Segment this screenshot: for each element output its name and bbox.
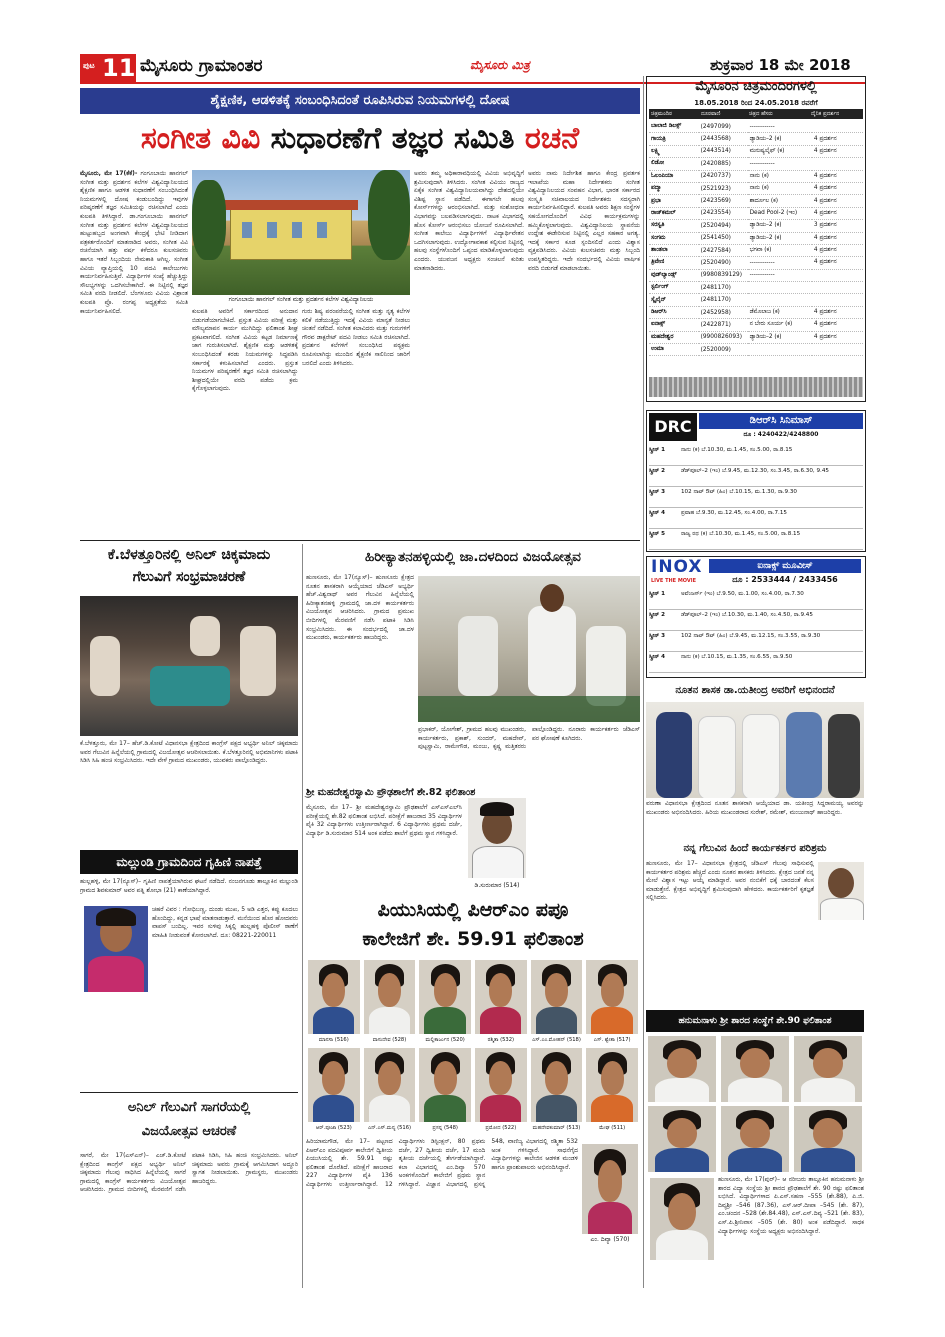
screen-label: ಸ್ಕ್ರೀನ್ 5 (649, 531, 666, 537)
cinema-cell: ಓಲಂಪಿಯಾ (649, 170, 699, 182)
headline-part: ಸಮಿತಿ (453, 121, 515, 156)
hiri-text-2: ಪ್ರಭಾಕರ್, ಯೋಗೇಶ್, ಗ್ರಾಮದ ಹಲವು ಮುಖಂಡರು, ಕಾರ್ಯಕರ್ತರು, ಪ್ರಕಾಶ್, ಸುಂದರ್, ಮಹದೇವ್, ಪುಟ್ಟಸ್ವಾಮಿ, ರಾಮೇಗೌಡ, ಮಂಜು, ಕೃಷ್ಣ ಮತ್ತಿತರರು ಪಾಲ್ಗೊಂಡಿದ್ದರು. ನೂರಾರು ಕಾರ್ಯಕರ್ತರು ಜೆಡಿಎಸ್ ಪರ ಘೋಷಣೆ ಕೂಗಿದರು. (418, 726, 640, 751)
cinema-cell: (2521923) (699, 182, 748, 194)
cinema-cell: ಡ್ಯಾಡಿಯ–2 (ಕ) (748, 331, 812, 343)
cinema-row (649, 182, 863, 194)
sharada-text: ಹುಣಸೂರು, ಮೇ 17(ಪುರ್)– ಆ ನರೀಜರು ತಾಲ್ಲೂಕಿನ ಹನುಮನಾಳು ಶ್ರೀ ಶಾರದ ವಿದ್ಯಾ ಸಂಸ್ಥೆಯ ಶ್ರೀ ಶಾರದ ಪ್ರೌಢಶಾಲೆಗೆ ಶೇ. 90 ರಷ್ಟು ಫಲಿತಾಂಶ ಲಭಿಸಿದೆ. ವಿದ್ಯಾರ್ಥಿಗಳಾದ ಪಿ.ಎಸ್.ಸಹನಾ –555 (ಶೇ.88), ಪಿ.ಜಿ. ದಿವ್ಯಶ್ರೀ –546 (87.36), ಎಸ್.ಆರ್.ದೀಪಾ –545 (ಶೇ. 87), ಎಂ.ಚಂದನ –528 (ಶೇ.84.48), ಎಸ್.ಎಸ್.ದಿವ್ಯ –521 (ಶೇ. 83), ಎಸ್.ಪಿ.ಶ್ರೀನಿವಾಸ –505 (ಶೇ. 80) ಅಂಕ ಪಡೆದಿದ್ದಾರೆ. ಸಾಧಕ ವಿದ್ಯಾರ್ಥಿಗಳನ್ನು ಸಂಸ್ಥೆಯ ಅಧ್ಯಕ್ಷರು ಅಭಿನಂದಿಸಿದ್ದಾರೆ. (718, 1176, 864, 1235)
cinema-cell: 4 ಪ್ರದರ್ಶನ (812, 145, 863, 157)
cinema-row (649, 282, 863, 294)
student-photo (648, 1106, 716, 1172)
mallundi-headline: ಮಲ್ಲುಂಡಿ ಗ್ರಾಮದಿಂದ ಗೃಹಿಣಿ ನಾಪತ್ತೆ (80, 850, 298, 874)
cinema-cell: 4 ಪ್ರದರ್ಶನ (812, 182, 863, 194)
cinema-title: ಮೈಸೂರಿನ ಚಿತ್ರಮಂದಿರಗಳಲ್ಲಿ (695, 79, 817, 94)
drc-phone: ದೂ : 4240422/4248800 (743, 431, 819, 438)
cinema-cell: ಡ್ಯಾಡಿಯ–2 (ಕ) (748, 133, 812, 145)
screen-row (649, 466, 863, 487)
missing-woman-photo (84, 906, 148, 992)
cinema-cell (812, 344, 863, 356)
cinema-cell: (2422871) (699, 319, 748, 331)
issue-date: ಶುಕ್ರವಾರ 18 ಮೇ 2018 (710, 56, 851, 74)
sharada-student-photo (650, 1178, 714, 1260)
sharada-photo-grid (646, 1034, 864, 1174)
drc-title: ಡಿಆರ್‌ಸಿ ಸಿನಿಮಾಸ್ (699, 413, 863, 429)
cinema-cell: ಭಗವಾ (ಕ) (748, 244, 812, 256)
student-caption: ಎನ್.ಎಸ್.ಮನ್ಯ (516) (367, 1125, 412, 1131)
cinema-cell: (2423569) (699, 195, 748, 207)
cinema-cell: ಗಾಯತ್ರಿ (649, 133, 699, 145)
cinema-cell: (2420737) (699, 170, 748, 182)
student-photo (721, 1036, 789, 1102)
cinema-cell: (2427584) (699, 244, 748, 256)
mallundi-text: ಹುಲ್ಲಹಳ್ಳಿ, ಮೇ 17(ನ್ಯೂಸ್)– ಗೃಹಿಣಿ ನಾಪತ್ತೆಯಾಗಿರುವ ಘಟನೆ ನಡೆದಿದೆ. ನಂಜನಗೂಡು ತಾಲ್ಲೂಕಿನ ಮಲ್ಲುಂಡಿ ಗ್ರಾಮದ ಶಿವಕುಮಾರ್ ಅವರ ಪತ್ನಿ ಶೋಭಾ (21) ಕಾಣೆಯಾಗಿದ್ದಾರೆ. (80, 878, 298, 894)
surumara-caption: ಡಿ.ಸುರುಮಾರ (514) (474, 882, 520, 889)
puc-headline (306, 896, 640, 956)
screen-schedule: ನಾನು (ಕ) ಬೆ.10.15, ಮ.1.35, ಸಂ.6.55, ರಾ.9.50 (681, 654, 793, 660)
cinema-row (649, 344, 863, 356)
cinema-cell: ಲಕ್ಷ್ಮಿ (649, 145, 699, 157)
cinema-cell: 4 ಪ್ರದರ್ಶನ (812, 133, 863, 145)
anil-headline-line2: ಗೆಲುವಿಗೆ ಸಂಭ್ರಮಾಚರಣೆ (132, 569, 246, 585)
cinema-row (649, 306, 863, 318)
student-photo (531, 1048, 583, 1122)
cinema-dates: 18.05.2018 ರಿಂದ 24.05.2018 ರವರೆಗೆ (694, 99, 818, 107)
cinema-cell: ಪ್ರಭಾ (649, 195, 699, 207)
cinema-cell: Dead Pool-2 (ಇಂ) (748, 207, 812, 219)
screen-label: ಸ್ಕ್ರೀನ್ 3 (649, 489, 666, 495)
student-photo (586, 1048, 638, 1122)
lead-kicker: ಶೈಕ್ಷಣಿಕ, ಆಡಳಿತಕ್ಕೆ ಸಂಬಂಧಿಸಿದಂತೆ ರೂಪಿಸಿರುವ ನಿಯಮಗಳಲ್ಲಿ ದೋಷ (80, 88, 640, 114)
cinema-cell (812, 121, 863, 133)
inox-tag: LIVE THE MOVIE (651, 578, 697, 584)
cinema-row (649, 133, 863, 145)
cinema-footer-band (649, 377, 863, 397)
cinema-cell (812, 282, 863, 294)
university-photo-caption: ಗಂಗೂಬಾಯಿ ಹಾನಗಲ್ ಸಂಗೀತ ಮತ್ತು ಪ್ರದರ್ಶನ ಕಲೆಗಳ ವಿಶ್ವವಿದ್ಯಾನಿಲಯ (228, 296, 374, 303)
cinema-cell: 4 ಪ್ರದರ್ಶನ (812, 331, 863, 343)
student-caption: ಪ್ರಮೋದ (522) (485, 1125, 517, 1131)
cinema-cell: (2423554) (699, 207, 748, 219)
cinema-cell: ಸ್ಟರ್ಲಿಂಗ್ (649, 282, 699, 294)
cinema-cell (748, 344, 812, 356)
screen-label: ಸ್ಕ್ರೀನ್ 3 (649, 633, 666, 639)
cinema-cell: ------------ (748, 158, 812, 170)
cinema-cell: ಬಾಲಾಜಿ ಡಿಲಕ್ಸ್ (649, 121, 699, 133)
student-photo (308, 1048, 360, 1122)
cinema-cell (748, 282, 812, 294)
puc-photo-row-1 (306, 960, 640, 1046)
col-header: ದೂರವಾಣಿ (701, 111, 721, 117)
screen-row (649, 610, 863, 631)
screen-label: ಸ್ಕ್ರೀನ್ 1 (649, 591, 666, 597)
student-caption: ವಾಸುದೇವ (528) (372, 1037, 407, 1043)
cinema-cell: (2497099) (699, 121, 748, 133)
student-photo (475, 1048, 527, 1122)
puc-text: ಹಿರಿಯಾಮಗೌಡ, ಮೇ 17– ಪಟ್ಟಣದ ಪಿಆರ್‌ಎಂ ಪದವಿಪೂರ್ವ ಕಾಲೇಜಿಗೆ ದ್ವಿತೀಯ ಪಿಯುಸಿಯಲ್ಲಿ ಶೇ. 59.91 ರಷ್ಟು ಫಲಿತಾಂಶ ದೊರೆತಿದೆ. ಪರೀಕ್ಷೆಗೆ ಹಾಜರಾದ 227 ವಿದ್ಯಾರ್ಥಿಗಳ ಪೈಕಿ 136 ವಿದ್ಯಾರ್ಥಿಗಳು ಉತ್ತೀರ್ಣರಾಗಿದ್ದಾರೆ. 12 ವಿದ್ಯಾರ್ಥಿಗಳು ಡಿಸ್ಟಿಂಕ್ಷನ್, 80 ಪ್ರಥಮ ದರ್ಜೆ, 27 ದ್ವಿತೀಯ ದರ್ಜೆ, 17 ಮಂದಿ ತೃತೀಯ ದರ್ಜೆಯಲ್ಲಿ ತೇರ್ಗಡೆಯಾಗಿದ್ದಾರೆ. ಕಲಾ ವಿಭಾಗದಲ್ಲಿ ಎಂ.ದಿವ್ಯಾ 570 ಅಂಕಗಳೊಂದಿಗೆ ಕಾಲೇಜಿಗೆ ಪ್ರಥಮ ಸ್ಥಾನ ಗಳಿಸಿದ್ದಾರೆ. ವಿಜ್ಞಾನ ವಿಭಾಗದಲ್ಲಿ ಪ್ರಸನ್ನ 548, ವಾಣಿಜ್ಯ ವಿಭಾಗದಲ್ಲಿ ರಶ್ಮಿತಾ 532 ಅಂಕ ಗಳಿಸಿದ್ದಾರೆ. ಸಾಧನೆಗೈದ ವಿದ್ಯಾರ್ಥಿಗಳನ್ನು ಕಾಲೇಜಿನ ಆಡಳಿತ ಮಂಡಳಿ ಹಾಗೂ ಪ್ರಾಂಶುಪಾಲರು ಅಭಿನಂದಿಸಿದ್ದಾರೆ. (306, 1138, 578, 1188)
page-label: ಪುಟ (83, 61, 95, 70)
student-photo (648, 1036, 716, 1102)
lead-col-5: ಅವರು ನಾಮ ನಿರ್ದೇಶಿತ ಹಾಗೂ ಕೇಂದ್ರ ಪ್ರವರ್ತಕ ಇಲಾಖೆಯ ಮಹಾ ನಿರ್ದೇಶಕರು ಸಂಗೀತ ವಿಶ್ವವಿದ್ಯಾನಿಲಯದ ಸಂವಹನ ವಿಭಾಗ, ಭಾರತ ಸರ್ಕಾರದ ಸಂಸ್ಕೃತಿ ಸಚಿವಾಲಯದ ನಿರ್ದೇಶಕರು ಸದಸ್ಯರಾಗಿ ಕಾರ್ಯನಿರ್ವಹಿಸಲಿದ್ದಾರೆ. ಕುಲಪತಿ ಅವರು ಶಿಕ್ಷಣ ಸಂಸ್ಥೆಗಳ ಸಹಯೋಗದೊಂದಿಗೆ ವಿವಿಧ ಕಾರ್ಯಕ್ರಮಗಳನ್ನು ಹಮ್ಮಿಕೊಳ್ಳಲಾಗುವುದು. ವಿಶ್ವವಿದ್ಯಾನಿಲಯ ಸ್ಥಾಪನೆಯ ಉದ್ದೇಶ ಈಡೇರಿಸುವ ನಿಟ್ಟಿನಲ್ಲಿ ಎಲ್ಲರ ಸಹಕಾರ ಅಗತ್ಯ. ಇದಕ್ಕೆ ಸರ್ಕಾರ ಕೂಡ ಸ್ಪಂದಿಸಲಿದೆ ಎಂದು ವಿಶ್ವಾಸ ವ್ಯಕ್ತಪಡಿಸಿದರು. ವಿವಿಯ ಕುಲಸಚಿವರು ಮತ್ತು ಸಿಬ್ಬಂದಿ ಉಪಸ್ಥಿತರಿದ್ದರು. ಇದೇ ಸಂದರ್ಭದಲ್ಲಿ ವಿವಿಯ ವಾರ್ಷಿಕ ವರದಿ ಬಿಡುಗಡೆ ಮಾಡಲಾಯಿತು. (528, 170, 640, 272)
inox-phone: ದೂ : 2533444 / 2433456 (732, 575, 838, 584)
col-header: ದೈನಿಕ ಪ್ರದರ್ಶನ (811, 111, 840, 117)
screen-row (649, 445, 863, 466)
hiri-headline: ಹಿರೀಕ್ಯಾತನಹಳ್ಳಿಯಲ್ಲಿ ಜಾ.ದಳದಿಂದ ವಿಜಯೋತ್ಸವ (365, 549, 581, 565)
university-building-photo (192, 170, 410, 295)
inox-logo: INOX (651, 557, 703, 577)
cinema-cell: 4 ಪ್ರದರ್ಶನ (812, 207, 863, 219)
cinema-cell: ಸ್ಕೈಲೈನ್ (649, 294, 699, 306)
inox-title: ಐನಾಕ್ಸ್ ಮೂವೀಸ್ (709, 559, 861, 573)
cinema-cell: 4 ಪ್ರದರ್ಶನ (812, 170, 863, 182)
paper-logo: ಮೈಸೂರು ಮಿತ್ರ (470, 58, 530, 72)
cinema-cell: ಶಾಂತಲಾ (649, 244, 699, 256)
cinema-cell: ತ್ರಿವೇಣಿ (649, 257, 699, 269)
student-photo (364, 1048, 416, 1122)
mallundi-rule (80, 1092, 298, 1093)
cinema-cell (812, 294, 863, 306)
cinema-cell: 4 ಪ್ರದರ್ಶನ (812, 244, 863, 256)
shaale-headline: ಶ್ರೀ ಮಹದೇಶ್ವರಸ್ವಾಮಿ ಪ್ರೌಢಶಾಲೆಗೆ ಶೇ.82 ಫಲಿತಾಂಶ (306, 787, 476, 798)
student-caption: ರಶ್ಮಿತಾ (532) (487, 1037, 515, 1043)
student-photo (364, 960, 416, 1034)
screen-row (649, 589, 863, 610)
cinema-row (649, 269, 863, 281)
cinema-table (649, 121, 863, 356)
column-rule (643, 76, 644, 1288)
cinema-row (649, 232, 863, 244)
cinema-cell: ಸರಸ್ವತಿ (649, 220, 699, 232)
mla-felicitation-photo (646, 702, 864, 798)
drc-logo: DRC (649, 413, 697, 441)
cinema-cell: ಐನಾಕ್ಸ್ (649, 319, 699, 331)
cinema-cell: ಮಹದೇಶ್ವರ (649, 331, 699, 343)
cinema-cell: (2481170) (699, 282, 748, 294)
karyakarta-text: ಹುಣಸೂರು, ಮೇ 17– ವಿಧಾನಸಭಾ ಕ್ಷೇತ್ರದಲ್ಲಿ ಜೆಡಿಎಸ್ ಗೆಲುವು ಸಾಧಿಸುವಲ್ಲಿ ಕಾರ್ಯಕರ್ತರ ಪರಿಶ್ರಮ ಹೆಚ್ಚಿದೆ ಎಂದು ನೂತನ ಶಾಸಕರು ತಿಳಿಸಿದರು. ಕ್ಷೇತ್ರದ ಜನತೆ ನನ್ನ ಮೇಲೆ ವಿಶ್ವಾಸ ಇಟ್ಟು ಆಯ್ಕೆ ಮಾಡಿದ್ದಾರೆ. ಅವರ ನಂಬಿಕೆಗೆ ಧಕ್ಕೆ ಬಾರದಂತೆ ಕೆಲಸ ಮಾಡುತ್ತೇನೆ. ಕ್ಷೇತ್ರದ ಅಭಿವೃದ್ಧಿಗೆ ಶ್ರಮಿಸುವುದಾಗಿ ಹೇಳಿದರು. ಕಾರ್ಯಕರ್ತರಿಗೆ ಕೃತಜ್ಞತೆ ಸಲ್ಲಿಸಿದರು. (646, 860, 814, 902)
cinema-row (649, 220, 863, 232)
lead-col-2: ಕುಲಪತಿ ಅವರಿಗೆ ಸರ್ಕಾರದಿಂದ ಅನುದಾನ ಬಿಡುಗಡೆಯಾಗಬೇಕಿದೆ. ಪ್ರಸ್ತುತ ವಿವಿಯ ಪರೀಕ್ಷೆ ಮತ್ತು ಮೌಲ್ಯಮಾಪನ ಕಾರ್ಯ ಮುಗಿದಿದ್ದು ಫಲಿತಾಂಶ ಶೀಘ್ರ ಪ್ರಕಟವಾಗಲಿದೆ. ಸಂಗೀತ ವಿವಿಯ ಕಟ್ಟಡ ನಿರ್ಮಾಣಕ್ಕೆ ಜಾಗ ಗುರುತಿಸಲಾಗಿದೆ. ಶೈಕ್ಷಣಿಕ ಮತ್ತು ಆಡಳಿತಕ್ಕೆ ಸಂಬಂಧಿಸಿದಂತೆ ಕರಡು ನಿಯಮಗಳನ್ನು ಸಿದ್ಧಪಡಿಸಿ ಸರ್ಕಾರಕ್ಕೆ ಕಳುಹಿಸಲಾಗಿದೆ ಎಂದರು. ಪ್ರಸ್ತುತ ನಿಯಮಗಳ ಪರಿಷ್ಕರಣೆಗೆ ತಜ್ಞರ ಸಮಿತಿ ರಚಿಸಲಾಗಿದ್ದು ಶೀಘ್ರದಲ್ಲಿಯೇ ವರದಿ ಪಡೆದು ಕ್ರಮ ಕೈಗೊಳ್ಳಲಾಗುವುದು. (192, 308, 298, 393)
screen-row (649, 652, 863, 673)
cinema-cell: ಶಾರ್ದೂಲ (ಕ) (748, 195, 812, 207)
headline-part: ಸಂಗೀತ ವಿವಿ (140, 121, 261, 156)
cinema-cell: (2541450) (699, 232, 748, 244)
student-photo-surumara (468, 798, 526, 878)
anil-celebration-photo (80, 596, 298, 736)
cinema-cell: ಡಿಆರ್‌ಸಿ (649, 306, 699, 318)
student-photo (721, 1106, 789, 1172)
column-rule (302, 544, 303, 1288)
cinema-cell: ------------ (748, 257, 812, 269)
cinema-cell: (2520490) (699, 257, 748, 269)
sharada-headline: ಹನುಮನಾಳು ಶ್ರೀ ಶಾರದ ಸಂಸ್ಥೆಗೆ ಶೇ.90 ಫಲಿತಾಂಶ (646, 1010, 864, 1032)
screen-schedule: 102 ನಾಟ್ ಔಟ್ (ಹಿಂ) ಬೆ.10.15, ಮ.1.30, ರಾ.9.30 (681, 489, 797, 495)
mla-portrait-photo (818, 862, 864, 920)
screen-label: ಸ್ಕ್ರೀನ್ 1 (649, 447, 666, 453)
student-caption: ಮೇಘ (511) (599, 1125, 626, 1131)
cinema-cell: (2452958) (699, 306, 748, 318)
headline-part: ರಚನೆ (524, 121, 580, 156)
cinema-cell: ಸಂಗಮ (649, 232, 699, 244)
cinema-cell: ಉಮಾ (649, 344, 699, 356)
shaale-text: ಮೈಸೂರು, ಮೇ 17– ಶ್ರೀ ಮಹದೇಶ್ವರಸ್ವಾಮಿ ಪ್ರೌಢಶಾಲೆಗೆ ಎಸ್‌ಎಸ್‌ಎಲ್‌ಸಿ ಪರೀಕ್ಷೆಯಲ್ಲಿ ಶೇ.82 ಫಲಿತಾಂಶ ಲಭಿಸಿದೆ. ಪರೀಕ್ಷೆಗೆ ಹಾಜರಾದ 35 ವಿದ್ಯಾರ್ಥಿಗಳ ಪೈಕಿ 32 ವಿದ್ಯಾರ್ಥಿಗಳು ಉತ್ತೀರ್ಣರಾಗಿದ್ದಾರೆ. 6 ವಿದ್ಯಾರ್ಥಿಗಳು ಪ್ರಥಮ ದರ್ಜೆ, ವಿದ್ಯಾರ್ಥಿ ಡಿ.ಸುರುಮಾರ 514 ಅಂಕ ಪಡೆದು ಶಾಲೆಗೆ ಪ್ರಥಮ ಸ್ಥಾನ ಗಳಿಸಿದ್ದಾರೆ. (306, 804, 462, 837)
screen-label: ಸ್ಕ್ರೀನ್ 4 (649, 510, 666, 516)
cinema-cell: (2520009) (699, 344, 748, 356)
cinema-cell: ಪದ್ಮಾ (649, 182, 699, 194)
student-photo-divya (582, 1144, 638, 1234)
screen-label: ಸ್ಕ್ರೀನ್ 2 (649, 612, 666, 618)
cinema-cell: 4 ಪ್ರದರ್ಶನ (812, 306, 863, 318)
screen-schedule: ಅವೆಂಜರ್ಸ್ (ಇಂ) ಬೆ.9.50, ಮ.1.00, ಸಂ.4.00, ರಾ.7.30 (681, 591, 804, 597)
screen-row (649, 529, 863, 550)
student-photo (308, 960, 360, 1034)
student-photo (794, 1106, 862, 1172)
cinema-row (649, 145, 863, 157)
anil-text: ಕೆ.ಬೆಳತ್ತೂರು, ಮೇ 17– ಹೆಚ್.ಡಿ.ಕೋಟೆ ವಿಧಾನಸಭಾ ಕ್ಷೇತ್ರದಿಂದ ಕಾಂಗ್ರೆಸ್ ಪಕ್ಷದ ಅಭ್ಯರ್ಥಿ ಅನಿಲ್ ಚಿಕ್ಕಮಾದು ಅವರ ಗೆಲುವಿನ ಹಿನ್ನೆಲೆಯಲ್ಲಿ ಗ್ರಾಮದಲ್ಲಿ ವಿಜಯೋತ್ಸವ ಆಚರಿಸಲಾಯಿತು. ಕೆ.ಬೆಳತ್ತೂರಿನಲ್ಲಿ ಅಭಿಮಾನಿಗಳು ಪಟಾಕಿ ಸಿಡಿಸಿ ಸಿಹಿ ಹಂಚಿ ಸಂಭ್ರಮಿಸಿದರು. ಇದೇ ವೇಳೆ ಗ್ರಾಮದ ಮುಖಂಡರು, ಯುವಕರು ಪಾಲ್ಗೊಂಡಿದ್ದರು. (80, 740, 298, 765)
page-number: 11 (102, 54, 136, 82)
cinema-cell: ಡ್ಯಾಡಿಯ–2 (ಕ) (748, 220, 812, 232)
cinema-row (649, 195, 863, 207)
screen-row (649, 508, 863, 529)
screen-row (649, 631, 863, 652)
student-caption: ಮಹದೇವಕುಮಾರ್ (513) (532, 1125, 581, 1131)
student-caption: ಎಸ್.ಎಂ.ಮೋಹನ್ (518) (532, 1037, 581, 1043)
student-caption: ಮಲ್ಲಿಕಾರ್ಜುನ (520) (425, 1037, 465, 1043)
cinema-cell: (2520494) (699, 220, 748, 232)
sagare-headline (80, 1096, 298, 1148)
page-number-box (80, 54, 136, 82)
student-photo (586, 960, 638, 1034)
lead-col-1 (80, 170, 188, 540)
screen-schedule: ನಾನು (ಕ) ಬೆ.10.30, ಮ.1.45, ಸಂ.5.00, ರಾ.8.15 (681, 447, 793, 453)
student-photo (794, 1036, 862, 1102)
section-title: ಮೈಸೂರು ಗ್ರಾಮಾಂತರ (140, 56, 263, 76)
cinema-cell: ವುಡ್‌ಲ್ಯಾಂಡ್ಸ್ (649, 269, 699, 281)
puc-headline-line1: ಪಿಯುಸಿಯಲ್ಲಿ ಪಿಆರ್‌ಎಂ ಪಪೂ (377, 899, 569, 921)
cinema-cell: (2443568) (699, 133, 748, 145)
col-header: ಚಿತ್ರಮಂದಿರ (651, 111, 672, 117)
lead-text-1: ಗಂಗೂಬಾಯಿ ಹಾನಗಲ್ ಸಂಗೀತ ಮತ್ತು ಪ್ರದರ್ಶನ ಕಲೆಗಳ ವಿಶ್ವವಿದ್ಯಾನಿಲಯದ ಶೈಕ್ಷಣಿಕ ಹಾಗೂ ಆಡಳಿತ ಸುಧಾರಣೆಗೆ ಸಂಬಂಧಿಸಿದಂತೆ ನಿಯಮಗಳಲ್ಲಿ ದೋಷ ಕಂಡುಬಂದಿದ್ದು ಇವುಗಳ ಪರಿಷ್ಕರಣೆಗೆ ತಜ್ಞರ ಸಮಿತಿಯನ್ನು ರಚಿಸಲಾಗಿದೆ ಎಂದು ಕುಲಪತಿ ತಿಳಿಸಿದ್ದಾರೆ. ಡಾ.ಗಂಗೂಬಾಯಿ ಹಾನಗಲ್ ಸಂಗೀತ ಮತ್ತು ಪ್ರದರ್ಶನ ಕಲೆಗಳ ವಿಶ್ವವಿದ್ಯಾನಿಲಯದ ಹುಟ್ಟುಹಬ್ಬದ ಅಂಗವಾಗಿ ಕೇಂದ್ರಕ್ಕೆ ಭೇಟಿ ನೀಡಿದಾಗ ಪತ್ರಕರ್ತರೊಂದಿಗೆ ಮಾತನಾಡಿದ ಅವರು, ಸಂಗೀತ ವಿವಿ ರಚನೆಯಾಗಿ ಹತ್ತು ವರ್ಷ ಕಳೆದರೂ ಕುಲಸಚಿವರು ಹಾಗೂ ಇತರೆ ಸಿಬ್ಬಂದಿಯ ನೇಮಕಾತಿ ಆಗಿಲ್ಲ. ಸಂಗೀತ ವಿವಿಯ ವ್ಯಾಪ್ತಿಯಲ್ಲಿ 10 ಪದವಿ ಕಾಲೇಜುಗಳು ಕಾರ್ಯನಿರ್ವಹಿಸುತ್ತಿವೆ. ವಿದ್ಯಾರ್ಥಿಗಳ ಸಂಖ್ಯೆ ಹೆಚ್ಚುತ್ತಿದ್ದು ಸೌಲಭ್ಯಗಳನ್ನು ಒದಗಿಸಬೇಕಾಗಿದೆ. ಈ ನಿಟ್ಟಿನಲ್ಲಿ ತಜ್ಞರ ಸಮಿತಿ ವರದಿ ನೀಡಲಿದೆ. ಬೆಂಗಳೂರು ವಿವಿಯ ವಿಶ್ರಾಂತ ಕುಲಪತಿ ಪ್ರೊ. ರಂಗಪ್ಪ ಅಧ್ಯಕ್ಷತೆಯ ಸಮಿತಿ ಕಾರ್ಯನಿರ್ವಹಿಸಲಿದೆ. (80, 170, 188, 315)
sagare-text: ಸಾಗರೆ, ಮೇ 17(ಎಸ್‌ಎನ್)– ಎಚ್.ಡಿ.ಕೋಟೆ ಕ್ಷೇತ್ರದಿಂದ ಕಾಂಗ್ರೆಸ್ ಪಕ್ಷದ ಅಭ್ಯರ್ಥಿ ಅನಿಲ್ ಚಿಕ್ಕಮಾದು ಗೆಲುವು ಸಾಧಿಸಿದ ಹಿನ್ನೆಲೆಯಲ್ಲಿ ಸಾಗರೆ ಗ್ರಾಮದಲ್ಲಿ ಕಾಂಗ್ರೆಸ್ ಕಾರ್ಯಕರ್ತರು ವಿಜಯೋತ್ಸವ ಆಚರಿಸಿದರು. ಗ್ರಾಮದ ಬೀದಿಗಳಲ್ಲಿ ಮೆರವಣಿಗೆ ನಡೆಸಿ ಪಟಾಕಿ ಸಿಡಿಸಿ, ಸಿಹಿ ಹಂಚಿ ಸಂಭ್ರಮಿಸಿದರು. ಅನಿಲ್ ಚಿಕ್ಕಮಾದು ಅವರು ಗ್ರಾಮಕ್ಕೆ ಆಗಮಿಸಿದಾಗ ಅದ್ಧೂರಿ ಸ್ವಾಗತ ನೀಡಲಾಯಿತು. ಗ್ರಾಮಸ್ಥರು, ಮುಖಂಡರು ಹಾಜರಿದ್ದರು. (80, 1152, 298, 1194)
cinema-cell: 3 ಪ್ರದರ್ಶನ (812, 220, 863, 232)
inox-box (646, 556, 866, 678)
cinema-row (649, 244, 863, 256)
screen-row (649, 487, 863, 508)
screen-schedule: 102 ನಾಟ್ ಔಟ್ (ಹಿಂ) ಬೆ.9.45, ಮ.12.15, ಸಂ.3.55, ರಾ.9.30 (681, 633, 821, 639)
cinema-cell: 4 ಪ್ರದರ್ಶನ (812, 232, 863, 244)
cinema-cell (812, 158, 863, 170)
cinema-cell: (2443514) (699, 145, 748, 157)
cinema-cell: ಮನುಷ್ಯಲೈಫ್ (ಕ) (748, 145, 812, 157)
cinema-cell (748, 294, 812, 306)
cinema-row (649, 331, 863, 343)
cinema-cell: ------------ (748, 121, 812, 133)
student-caption: ಆರ್.ಪೂಜಾ (523) (315, 1125, 352, 1131)
cinema-cell: ನಾನು (ಕ) (748, 182, 812, 194)
cinema-row (649, 158, 863, 170)
screen-schedule: ಪ್ರವಾಹ ಬೆ.9.30, ಮ.12.45, ಸಂ.4.00, ರಾ.7.15 (681, 510, 787, 516)
student-photo (531, 960, 583, 1034)
cinema-cell: ಲಿಡೋ (649, 158, 699, 170)
lead-col-3: ಗುರು ಶಿಷ್ಯ ಪರಂಪರೆಯಲ್ಲಿ ಸಂಗೀತ ಮತ್ತು ನೃತ್ಯ ಕಲೆಗಳ ಕಲಿಕೆ ನಡೆಯುತ್ತಿದ್ದು ಇದಕ್ಕೆ ವಿವಿಯ ಮಾನ್ಯತೆ ನೀಡಲು ಚಿಂತನೆ ನಡೆದಿದೆ. ಸಂಗೀತ ಕಲಾವಿದರು ಮತ್ತು ಗುರುಗಳಿಗೆ ಗೌರವ ಡಾಕ್ಟರೇಟ್ ಪದವಿ ನೀಡಲು ಸಮಿತಿ ರಚಿಸಲಾಗಿದೆ. ಪ್ರದರ್ಶನ ಕಲೆಗಳಿಗೆ ಸಂಬಂಧಿಸಿದ ಪಠ್ಯಕ್ರಮ ರೂಪಿಸಲಾಗಿದ್ದು ಮುಂದಿನ ಶೈಕ್ಷಣಿಕ ಸಾಲಿನಿಂದ ಜಾರಿಗೆ ಬರಲಿದೆ ಎಂದು ತಿಳಿಸಿದರು. (302, 308, 410, 367)
cinema-row (649, 319, 863, 331)
divya-caption: ಎಂ. ದಿವ್ಯಾ (570) (590, 1236, 630, 1243)
cinema-cell: ಡ್ಯಾಡಿಯ–2 (ಕ) (748, 232, 812, 244)
cinema-cell: (2481170) (699, 294, 748, 306)
student-caption: ಮಾನಸಾ (516) (318, 1037, 349, 1043)
headline-part: ತಜ್ಞರ (391, 121, 444, 156)
lead-dateline: ಮೈಸೂರು, ಮೇ 17(ಕೆಕೆ)- (80, 170, 138, 177)
screen-schedule: ರಾಜ್ಯ ರಥ (ಕ) ಬೆ.10.30, ಮ.1.45, ಸಂ.5.00, ರಾ.8.15 (681, 531, 801, 537)
cinema-cell: 4 ಪ್ರದರ್ಶನ (812, 257, 863, 269)
abhinandane-headline: ನೂತನ ಶಾಸಕ ಡಾ.ಯತೀಂದ್ರ ಅವರಿಗೆ ಅಭಿನಂದನೆ (675, 685, 835, 696)
cinema-cell: ------------ (748, 269, 812, 281)
screen-label: ಸ್ಕ್ರೀನ್ 4 (649, 654, 666, 660)
screen-schedule: ಡೆಡ್‌ಪೂಲ್–2 (ಇಂ) ಬೆ.10.30, ಮ.1.40, ಸಂ.4.50, ರಾ.9.45 (681, 612, 813, 618)
student-caption: ಪ್ರಸನ್ನ (548) (432, 1125, 458, 1131)
cinema-cell: (9980839129) (699, 269, 748, 281)
cinema-cell: 4 ಪ್ರದರ್ಶನ (812, 319, 863, 331)
hiri-text: ಹುಣಸೂರು, ಮೇ 17(ನ್ಯೂಸ್)– ಹುಣಸೂರು ಕ್ಷೇತ್ರದ ನೂತನ ಶಾಸಕರಾಗಿ ಆಯ್ಕೆಯಾದ ಜೆಡಿಎಸ್ ಅಭ್ಯರ್ಥಿ ಹೆಚ್.ವಿಶ್ವನಾಥ್ ಅವರ ಗೆಲುವಿನ ಹಿನ್ನೆಲೆಯಲ್ಲಿ ಹಿರೀಕ್ಯಾತನಹಳ್ಳಿ ಗ್ರಾಮದಲ್ಲಿ ಜಾ.ದಳ ಕಾರ್ಯಕರ್ತರು ವಿಜಯೋತ್ಸವ ಆಚರಿಸಿದರು. ಗ್ರಾಮದ ಪ್ರಮುಖ ಬೀದಿಗಳಲ್ಲಿ ಮೆರವಣಿಗೆ ನಡೆಸಿ ಪಟಾಕಿ ಸಿಡಿಸಿ ಸಂಭ್ರಮಿಸಿದರು. ಈ ಸಂದರ್ಭದಲ್ಲಿ ಜಾ.ದಳ ಮುಖಂಡರು, ಕಾರ್ಯಕರ್ತರು ಹಾಜರಿದ್ದರು. (306, 574, 414, 642)
lead-headline (80, 116, 640, 162)
cinema-cell: ಡೆಮೊಲಾಜ (ಕ) (748, 306, 812, 318)
jds-celebration-photo (418, 576, 640, 722)
sagare-headline-line1: ಅನಿಲ್ ಗೆಲುವಿಗೆ ಸಾಗರೆಯಲ್ಲಿ (127, 1100, 251, 1115)
col-header: ಚಿತ್ರದ ಹೆಸರು (749, 111, 773, 117)
headline-part: ಸುಧಾರಣೆಗೆ (270, 121, 382, 156)
cinema-row (649, 207, 863, 219)
puc-photo-row-2 (306, 1048, 640, 1136)
drc-cinemas-box (646, 410, 866, 552)
student-photo (419, 1048, 471, 1122)
student-caption: ಎಸ್. ಶ್ವೇತಾ (517) (593, 1037, 631, 1043)
screen-schedule: ಡೆಡ್‌ಪೂಲ್–2 (ಇಂ) ಬೆ.9.45, ಮ.12.30, ಸಂ.3.45, ರಾ.6.30, 9.45 (681, 468, 829, 474)
cinema-cell (812, 269, 863, 281)
student-photo (475, 960, 527, 1034)
screen-label: ಸ್ಕ್ರೀನ್ 2 (649, 468, 666, 474)
cinema-cell: (9900826093) (699, 331, 748, 343)
anil-headline-line1: ಕೆ.ಬೆಳತ್ತೂರಿನಲ್ಲಿ ಅನಿಲ್ ಚಿಕ್ಕಮಾದು (107, 547, 271, 563)
puc-headline-line2: ಕಾಲೇಜಿಗೆ ಶೇ. 59.91 ಫಲಿತಾಂಶ (362, 928, 584, 950)
cinema-row (649, 170, 863, 182)
student-photo (419, 960, 471, 1034)
cinema-listing-box (646, 76, 866, 402)
lead-col-4: ಅವರು ತಮ್ಮ ಅಧಿಕಾರಾವಧಿಯಲ್ಲಿ ವಿವಿಯ ಅಭಿವೃದ್ಧಿಗೆ ಶ್ರಮಿಸುವುದಾಗಿ ತಿಳಿಸಿದರು. ಸಂಗೀತ ವಿವಿಯು ರಾಜ್ಯದ ಏಕೈಕ ಸಂಗೀತ ವಿಶ್ವವಿದ್ಯಾನಿಲಯವಾಗಿದ್ದು ದೇಶದಲ್ಲಿಯೇ ವಿಶಿಷ್ಟ ಸ್ಥಾನ ಪಡೆದಿದೆ. ಈಗಾಗಲೇ ಹಲವು ಕೋರ್ಸ್‌ಗಳನ್ನು ಆರಂಭಿಸಲಾಗಿದೆ. ಮತ್ತು ಸಂಶೋಧನಾ ವಿಭಾಗವನ್ನು ಬಲಪಡಿಸಲಾಗುವುದು. ನಾಟಕ ವಿಭಾಗದಲ್ಲಿ ಹೊಸ ಕೋರ್ಸ್ ಆರಂಭಿಸಲು ಯೋಜನೆ ರೂಪಿಸಲಾಗಿದೆ. ಸಂಗೀತ ಕಾಲೇಜು ವಿದ್ಯಾರ್ಥಿಗಳಿಗೆ ವಿದ್ಯಾರ್ಥಿವೇತನ ಒದಗಿಸಲಾಗುವುದು. ಉದ್ಯೋಗಾವಕಾಶ ಕಲ್ಪಿಸುವ ನಿಟ್ಟಿನಲ್ಲಿ ಹಲವು ಸಂಸ್ಥೆಗಳೊಂದಿಗೆ ಒಪ್ಪಂದ ಮಾಡಿಕೊಳ್ಳಲಾಗುವುದು ಎಂದರು. ಯುವಜನ ಅಧ್ಯಕ್ಷರು ಸಂಚಲನೆ ಕುರಿತು ಮಾತನಾಡಿದರು. (414, 170, 524, 272)
abhinandane-text: ವರುಣಾ ವಿಧಾನಸಭಾ ಕ್ಷೇತ್ರದಿಂದ ನೂತನ ಶಾಸಕರಾಗಿ ಆಯ್ಕೆಯಾದ ಡಾ. ಯತೀಂದ್ರ ಸಿದ್ದರಾಮಯ್ಯ ಅವರನ್ನು ಮುಖಂಡರು ಅಭಿನಂದಿಸಿದರು. ಹಿರಿಯ ಮುಖಂಡರಾದ ಸುರೇಶ್, ರಮೇಶ್, ಮಂಜುನಾಥ್ ಹಾಜರಿದ್ದರು. (646, 800, 864, 816)
cinema-row (649, 257, 863, 269)
cinema-row (649, 121, 863, 133)
cinema-cell: ನಾನು (ಕ) (748, 170, 812, 182)
cinema-cell: 4 ಪ್ರದರ್ಶನ (812, 195, 863, 207)
cinema-cell: (2420885) (699, 158, 748, 170)
karyakarta-headline: ನನ್ನ ಗೆಲುವಿನ ಹಿಂದೆ ಕಾರ್ಯಕರ್ತರ ಪರಿಶ್ರಮ (683, 843, 827, 854)
sagare-headline-line2: ವಿಜಯೋತ್ಸವ ಆಚರಣೆ (141, 1124, 237, 1139)
cinema-cell: ರಾಜ್‌ಕಮಲ್ (649, 207, 699, 219)
mallundi-text-2: ಚಹರೆ ವಿವರ : ಗೋಧಿಬಣ್ಣ, ದುಂಡು ಮುಖ, 5 ಅಡಿ ಎತ್ತರ, ಕಪ್ಪು ಕೂದಲು ಹೊಂದಿದ್ದು, ಕನ್ನಡ ಭಾಷೆ ಮಾತನಾಡುತ್ತಾರೆ. ಮನೆಯಿಂದ ಹೊರ ಹೋದವರು ವಾಪಸ್ ಬಂದಿಲ್ಲ. ಇವರ ಸುಳಿವು ಸಿಕ್ಕಲ್ಲಿ ಹುಲ್ಲಹಳ್ಳಿ ಪೊಲೀಸ್ ಠಾಣೆಗೆ ಮಾಹಿತಿ ನೀಡುವಂತೆ ಕೋರಲಾಗಿದೆ. ದೂ: 08221-220011 (152, 906, 298, 939)
cinema-cell: ನ ಬೇರು ಸೂರ್ಯ (ಕ) (748, 319, 812, 331)
lead-bottom-rule (80, 540, 640, 541)
cinema-row (649, 294, 863, 306)
anil-headline (80, 544, 298, 592)
